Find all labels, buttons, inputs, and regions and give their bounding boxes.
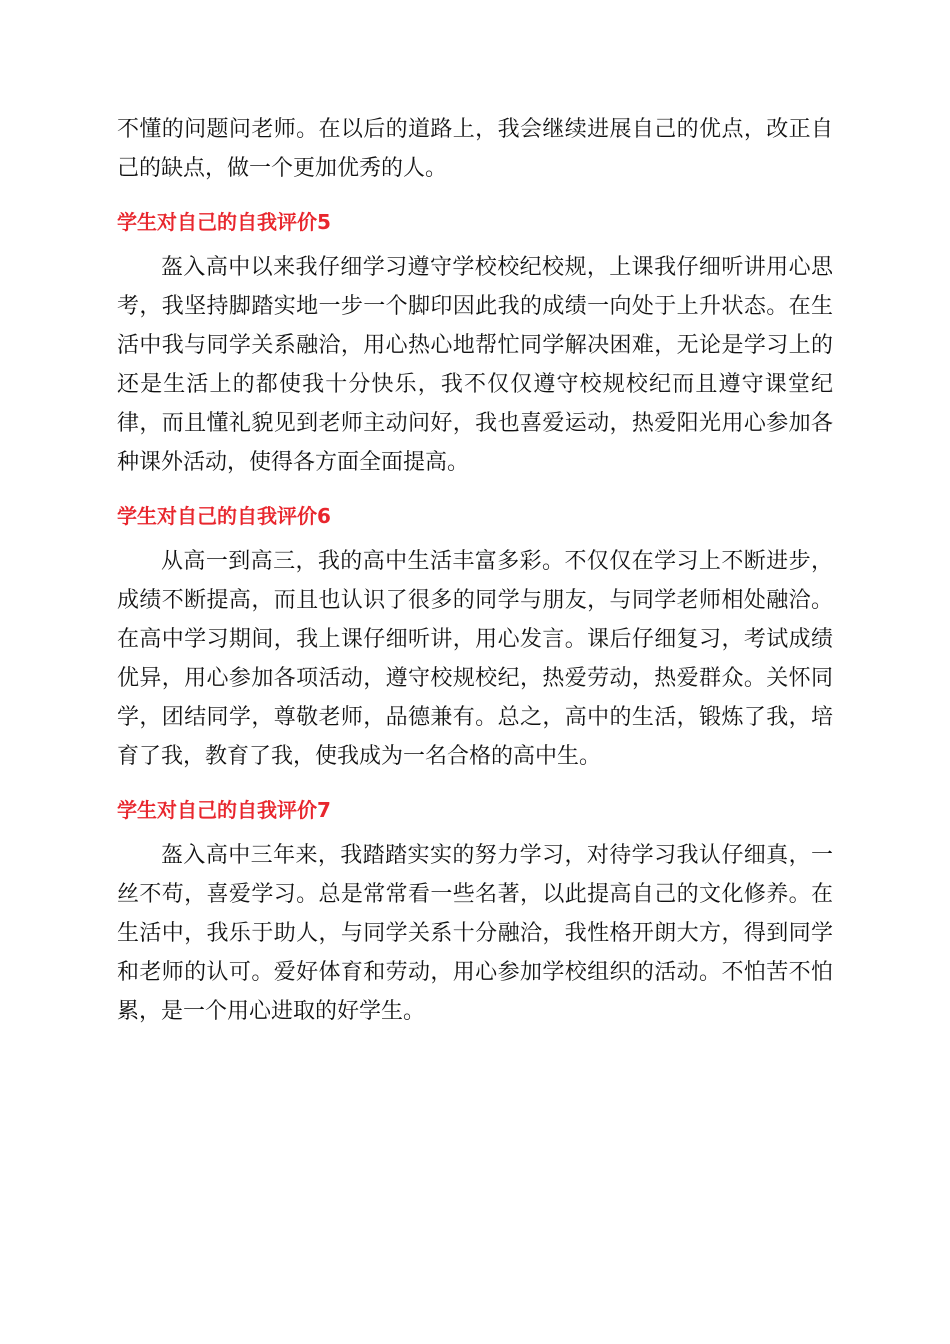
section-5	[117, 208, 833, 482]
section-heading: 学生对自己的自我评价6	[117, 504, 331, 528]
section-6	[117, 502, 833, 776]
section-body: 盔入高中三年来，我踏踏实实的努力学习，对待学习我认仔细真，一丝不苟，喜爱学习。总是常常看一些名著，以此提高自己的文化修养。在生活中，我乐于助人，与同学关系十分融洽，我性格开朗大方，得到同学和老师的认可。爱好体育和劳动，用心参加学校组织的活动。不怕苦不怕累，是一个用心进取的好学生。	[117, 843, 833, 1024]
section-7	[117, 796, 833, 1031]
intro-paragraph: 不懂的问题问老师。在以后的道路上，我会继续进展自己的优点，改正自己的缺点，做一个更加优秀的人。	[117, 117, 833, 181]
section-heading: 学生对自己的自我评价5	[117, 210, 331, 234]
document-page	[117, 110, 833, 1031]
section-body: 盔入高中以来我仔细学习遵守学校校纪校规，上课我仔细听讲用心思考，我坚持脚踏实地一步一个脚印因此我的成绩一向处于上升状态。在生活中我与同学关系融洽，用心热心地帮忙同学解决困难，无论是学习上的还是生活上的都使我十分快乐，我不仅仅遵守校规校纪而且遵守课堂纪律，而且懂礼貌见到老师主动问好，我也喜爱运动，热爱阳光用心参加各种课外活动，使得各方面全面提高。	[117, 255, 833, 475]
section-heading: 学生对自己的自我评价7	[117, 798, 331, 822]
section-body: 从高一到高三，我的高中生活丰富多彩。不仅仅在学习上不断进步，成绩不断提高，而且也认识了很多的同学与朋友，与同学老师相处融洽。在高中学习期间，我上课仔细听讲，用心发言。课后仔细复习，考试成绩优异，用心参加各项活动，遵守校规校纪，热爱劳动，热爱群众。关怀同学，团结同学，尊敬老师，品德兼有。总之，高中的生活，锻炼了我，培育了我，教育了我，使我成为一名合格的高中生。	[117, 549, 833, 769]
